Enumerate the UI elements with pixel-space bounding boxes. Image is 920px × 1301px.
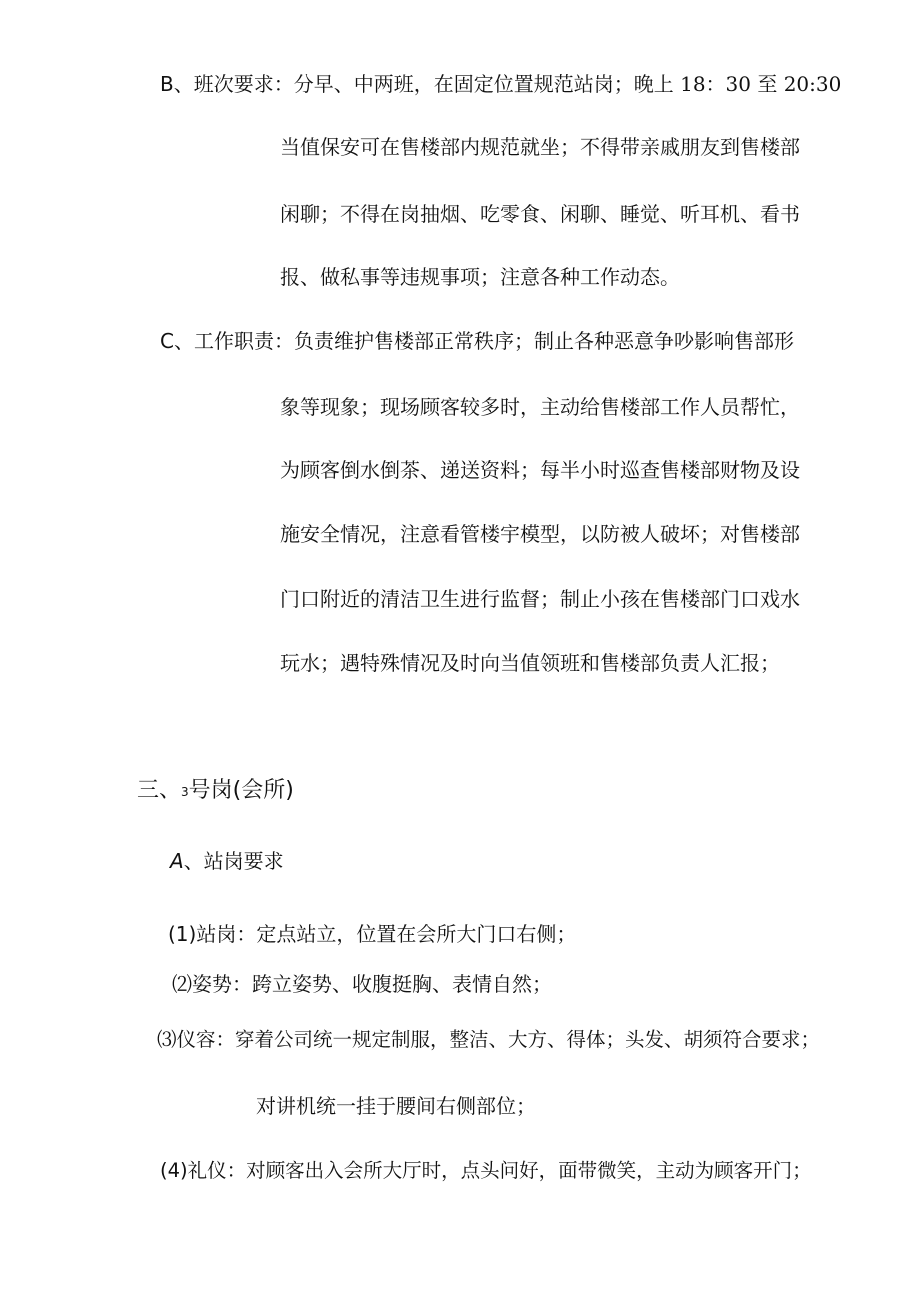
section-c-first-line [160,327,794,355]
item-3 [157,1026,820,1054]
subsection-a-title: 、站岗要求 [183,849,284,873]
section-c-label: C [160,329,174,353]
section-b-title: 、班次要求： [173,72,294,96]
heading-title: 号岗(会所) [188,778,294,803]
subsection-a-heading [170,847,284,875]
heading-number: 3 [181,785,189,799]
item-4-marker: (4) [160,1159,188,1182]
section-c-title: 、工作职责： [173,329,294,353]
section-c-line-2: 象等现象；现场顾客较多时，主动给售楼部工作人员帮忙， [280,395,800,419]
item-3-text: 仪容：穿着公司统一规定制服，整洁、大方、得体；头发、胡须符合要求； [176,1028,821,1051]
section-b-line-3: 闲聊；不得在岗抽烟、吃零食、闲聊、睡觉、听耳机、看书 [280,202,800,226]
item-1-text: 站岗：定点站立，位置在会所大门口右侧； [196,922,577,946]
item-3-continuation: 对讲机统一挂于腰间右侧部位； [256,1094,536,1118]
section-c-line-4: 施安全情况，注意看管楼宇模型，以防被人破坏；对售楼部 [280,522,800,546]
section-heading-3 [137,777,294,806]
item-4-text: 礼仪：对顾客出入会所大厅时，点头问好，面带微笑，主动为顾客开门； [187,1159,812,1182]
item-2-text: 姿势：跨立姿势、收腹挺胸、表情自然； [192,972,552,996]
section-b-label: B [160,72,174,96]
section-c-line-1: 负责维护售楼部正常秩序；制止各种恶意争吵影响售部形 [293,329,794,353]
item-2 [172,970,552,998]
section-c-line-3: 为顾客倒水倒茶、递送资料；每半小时巡查售楼部财物及设 [280,458,800,482]
heading-prefix: 三、 [137,778,182,803]
section-c-line-6: 玩水；遇特殊情况及时向当值领班和售楼部负责人汇报； [280,651,780,675]
item-2-marker: ⑵ [172,972,192,996]
item-3-marker: ⑶ [157,1028,177,1051]
section-b-line-1: 分早、中两班，在固定位置规范站岗；晚上 18：30 至 20:30 [293,72,842,96]
item-1 [168,920,576,948]
section-b-first-line [160,70,841,98]
subsection-a-label: A [170,849,184,873]
item-4 [160,1157,812,1185]
section-b-line-2: 当值保安可在售楼部内规范就坐；不得带亲戚朋友到售楼部 [280,135,800,159]
section-c-line-5: 门口附近的清洁卫生进行监督；制止小孩在售楼部门口戏水 [280,587,800,611]
item-1-marker: (1) [168,922,197,946]
section-b-line-4: 报、做私事等违规事项；注意各种工作动态。 [280,265,680,289]
